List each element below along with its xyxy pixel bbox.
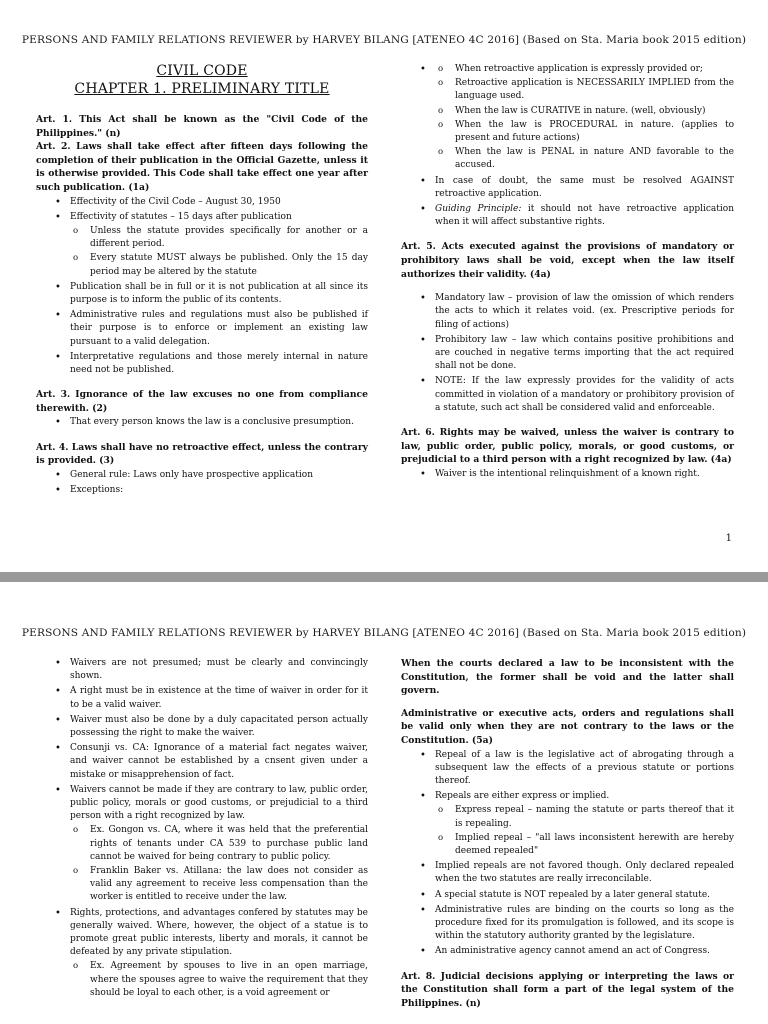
- right-column: [401, 63, 734, 483]
- list-item: • Exceptions:: [36, 484, 368, 497]
- sub-list-item: o Franklin Baker vs. Atillana: the law does not consider as valid any agreement to receive less compensation than the worker is entitled to receive under the law.: [36, 865, 368, 905]
- waiver-notes: [36, 657, 368, 1000]
- page-header: PERSONS AND FAMILY RELATIONS REVIEWER by HARVEY BILANG [ATENEO 4C 2016] (Based on Sta. Maria book 2015 edition): [21, 627, 747, 639]
- left-column: [36, 62, 368, 499]
- list-item: • That every person knows the law is a conclusive presumption.: [36, 416, 368, 429]
- list-item: • Prohibitory law – law which contains positive prohibitions and are couched in negative terms importing that the act required shall not be done.: [401, 334, 734, 374]
- page-header: PERSONS AND FAMILY RELATIONS REVIEWER by HARVEY BILANG [ATENEO 4C 2016] (Based on Sta. Maria book 2015 edition): [21, 34, 747, 46]
- sub-list-item: o When the law is PENAL in nature AND favorable to the accused.: [401, 146, 734, 172]
- sub-list-item: o When the law is CURATIVE in nature. (well, obviously): [401, 105, 734, 118]
- article-8: Art. 8. Judicial decisions applying or interpreting the laws or the Constitution shall form a part of the legal system of the Philippines. (n): [401, 970, 734, 1009]
- article-2: Art. 2. Laws shall take effect after fifteen days following the completion of their publication in the Official Gazette, unless it is otherwise provided. This Code shall take effect one year after such publication. (1a): [36, 141, 368, 193]
- sub-list-item: o Express repeal – naming the statute or parts thereof that it is repealing.: [401, 804, 734, 830]
- list-item-text: Repeals are either express or implied.: [435, 791, 610, 802]
- sub-list: [70, 960, 368, 1000]
- repeal-notes: [401, 749, 734, 959]
- list-item-text: Waivers cannot be made if they are contrary to law, public order, public policy, morals or good customs, or prejudicial to a third person with a right recognized by law.: [70, 784, 368, 822]
- left-column: [36, 657, 368, 1002]
- guiding-principle-label: Guiding Principle:: [435, 204, 522, 215]
- sub-list-item: o Unless the statute provides specifically for another or a different period.: [36, 225, 368, 251]
- list-item-text: Rights, protections, and advantages confered by statutes may be generally waived. Where, however, the object of a statue is to promote great public interests, liberty and morals, it cannot be defeated by any private stipulation.: [70, 907, 368, 958]
- page-number: 1: [725, 533, 732, 544]
- exceptions-list: [401, 63, 734, 229]
- sub-list: [70, 225, 368, 279]
- list-item: [401, 203, 734, 229]
- list-item: • Waiver must also be done by a duly capacitated person actually possessing the right to make the waiver.: [36, 714, 368, 740]
- article-5: Art. 5. Acts executed against the provisions of mandatory or prohibitory laws shall be void, except when the law itself authorizes their validity. (4a): [401, 241, 734, 280]
- list-item: [36, 784, 368, 905]
- sub-list-item: o Every statute MUST always be published. Only the 15 day period may be altered by the statute: [36, 252, 368, 278]
- list-item: • In case of doubt, the same must be resolved AGAINST retroactive application.: [401, 175, 734, 201]
- list-item: • Waivers are not presumed; must be clearly and convincingly shown.: [36, 657, 368, 683]
- article-4-notes: [36, 469, 368, 497]
- article-4: Art. 4. Laws shall have no retroactive effect, unless the contrary is provided. (3): [36, 441, 368, 467]
- right-column: [401, 657, 734, 1010]
- sub-list-item: o Implied repeal – "all laws inconsistent herewith are hereby deemed repealed": [401, 832, 734, 858]
- list-item: [36, 211, 368, 279]
- list-item: • Waiver is the intentional relinquishment of a known right.: [401, 468, 734, 481]
- list-item: • Administrative rules are binding on the courts so long as the procedure fixed for its promulgation is followed, and its scope is within the statutory authority granted by the legislature.: [401, 904, 734, 944]
- list-item: [36, 907, 368, 1000]
- list-item: • Implied repeals are not favored though. Only declared repealed when the two statutes are really irreconcilable.: [401, 860, 734, 886]
- sub-list-item: o When the law is PROCEDURAL in nature. (applies to present and future actions): [401, 119, 734, 145]
- article-1: Art. 1. This Act shall be known as the "Civil Code of the Philippines." (n): [36, 114, 368, 139]
- list-item: • Interpretative regulations and those merely internal in nature need not be published.: [36, 351, 368, 377]
- article-2-notes: [36, 196, 368, 378]
- document-page-2: [0, 582, 768, 1024]
- article-3-notes: [36, 416, 368, 429]
- sub-list-item: o Ex. Agreement by spouses to live in an open marriage, where the spouses agree to waive the requirement that they should be loyal to each other, is a void agreement or: [36, 960, 368, 1000]
- list-item: • Consunji vs. CA: Ignorance of a material fact negates waiver, and waiver cannot be established by a cnsent given under a mistake or misapprehension of fact.: [36, 742, 368, 782]
- administrative-acts-text: Administrative or executive acts, orders and regulations shall be valid only when they are not contrary to the laws or the Constitution. (5a): [401, 707, 734, 746]
- list-item: • General rule: Laws only have prospective application: [36, 469, 368, 482]
- title-civil-code: CIVIL CODE: [156, 63, 248, 79]
- sub-list-item: o Ex. Gongon vs. CA, where it was held that the preferential rights of tenants under CA 539 to purchase public land cannot be waived for being contrary to public policy.: [36, 824, 368, 864]
- list-item: • NOTE: If the law expressly provides for the validity of acts committed in violation of a mandatory or prohibitory provision of a statute, such act shall be considered valid and enforceable.: [401, 375, 734, 415]
- sub-list: [435, 804, 734, 858]
- sub-list-item: o • When retroactive application is expressly provided or;: [401, 63, 734, 76]
- list-item: • An administrative agency cannot amend an act of Congress.: [401, 945, 734, 958]
- article-5-notes: [401, 292, 734, 415]
- list-item: • Repeal of a law is the legislative act of abrogating through a subsequent law the effects of a previous statute or portions thereof.: [401, 749, 734, 789]
- list-item: • A right must be in existence at the time of waiver in order for it to be a valid waiver.: [36, 685, 368, 711]
- list-item: • A special statute is NOT repealed by a later general statute.: [401, 889, 734, 902]
- list-item: • Mandatory law – provision of law the omission of which renders the acts to which it relates void. (ex. Prescriptive periods for filing of actions): [401, 292, 734, 332]
- guiding-principle-text: it should not have retroactive application when it will affect substantive rights.: [435, 204, 735, 228]
- sub-list: [70, 824, 368, 904]
- article-3: Art. 3. Ignorance of the law excuses no one from compliance therewith. (2): [36, 389, 368, 414]
- list-item: • Effectivity of the Civil Code – August 30, 1950: [36, 196, 368, 209]
- sub-list: [435, 63, 734, 173]
- article-6: Art. 6. Rights may be waived, unless the waiver is contrary to law, public order, public policy, morals, or good customs, or prejudicial to a third person with a right recognized by law. (4a): [401, 427, 734, 466]
- list-item: [401, 63, 734, 173]
- list-item: • Publication shall be in full or it is not publication at all since its purpose is to inform the public of its contents.: [36, 281, 368, 307]
- article-7-text: When the courts declared a law to be inconsistent with the Constitution, the former shall be void and the latter shall govern.: [401, 658, 734, 697]
- list-item: [401, 790, 734, 858]
- list-item: • Administrative rules and regulations must also be published if their purpose is to enforce or implement an existing law pursuant to a valid delegation.: [36, 309, 368, 349]
- sub-list-item: o Retroactive application is NECESSARILY IMPLIED from the language used.: [401, 77, 734, 103]
- article-6-notes: [401, 468, 734, 481]
- list-item-text: Effectivity of statutes – 15 days after publication: [70, 211, 292, 222]
- title-chapter-1: CHAPTER 1. PRELIMINARY TITLE: [74, 81, 330, 97]
